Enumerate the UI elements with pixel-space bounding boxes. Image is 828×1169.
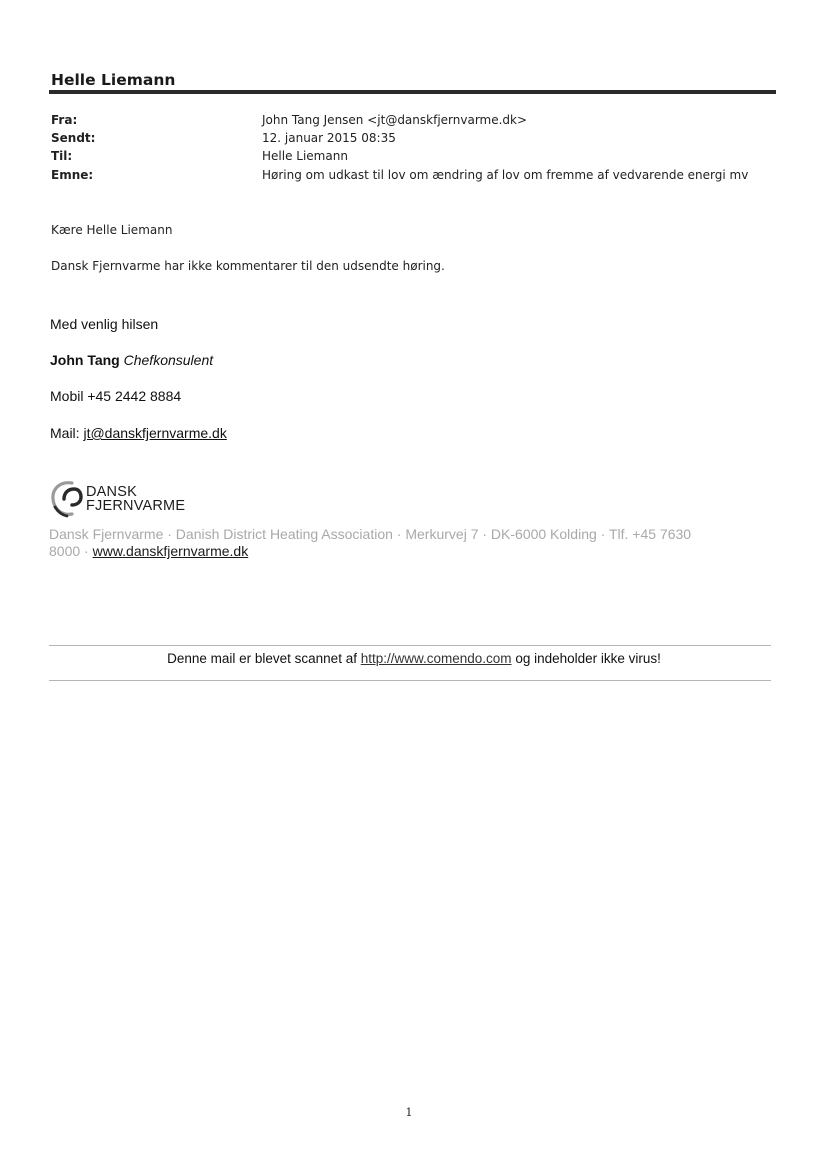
scan-notice-before: Denne mail er blevet scannet af	[167, 651, 357, 666]
from-value: John Tang Jensen <jt@danskfjernvarme.dk>	[262, 113, 528, 127]
greeting: Kære Helle Liemann	[51, 223, 173, 237]
sender-title: Chefkonsulent	[123, 352, 214, 368]
sent-label: Sendt:	[51, 131, 96, 145]
sent-value: 12. januar 2015 08:35	[262, 131, 396, 145]
sender-name: John Tang	[50, 352, 120, 368]
page-number: 1	[405, 1106, 413, 1119]
scan-notice	[0, 651, 828, 666]
scan-notice-after: og indeholder ikke virus!	[515, 651, 661, 666]
header-divider	[49, 90, 776, 94]
logo-text-line1: DANSK	[86, 484, 137, 500]
comendo-link[interactable]: http://www.comendo.com	[360, 651, 512, 666]
mail-link[interactable]: jt@danskfjernvarme.dk	[83, 425, 227, 441]
scan-notice-top-rule	[49, 645, 771, 646]
website-link[interactable]: www.danskfjernvarme.dk	[92, 543, 249, 559]
sender-line	[50, 352, 213, 368]
mail-label: Mail:	[50, 425, 80, 441]
mailbox-owner-name: Helle Liemann	[51, 71, 176, 89]
to-value: Helle Liemann	[262, 149, 348, 163]
organisation-footer-line1: Dansk Fjernvarme · Danish District Heating Association · Merkurvej 7 · DK-6000 Kolding · Tlf. +45 7630	[49, 526, 692, 542]
scan-notice-bottom-rule	[49, 680, 771, 681]
subject-label: Emne:	[51, 168, 94, 182]
footer-phone-end: 8000 ·	[49, 543, 89, 559]
dansk-fjernvarme-logo-icon	[50, 479, 84, 519]
mobile-number: Mobil +45 2442 8884	[50, 388, 182, 404]
to-label: Til:	[51, 149, 73, 163]
logo-text-line2: FJERNVARME	[86, 498, 186, 514]
message-body: Dansk Fjernvarme har ikke kommentarer til den udsendte høring.	[51, 259, 445, 273]
organisation-footer-line2	[49, 543, 248, 559]
closing: Med venlig hilsen	[50, 316, 159, 332]
subject-value: Høring om udkast til lov om ændring af lov om fremme af vedvarende energi mv	[262, 168, 749, 182]
mail-line	[50, 425, 227, 441]
from-label: Fra:	[51, 113, 78, 127]
